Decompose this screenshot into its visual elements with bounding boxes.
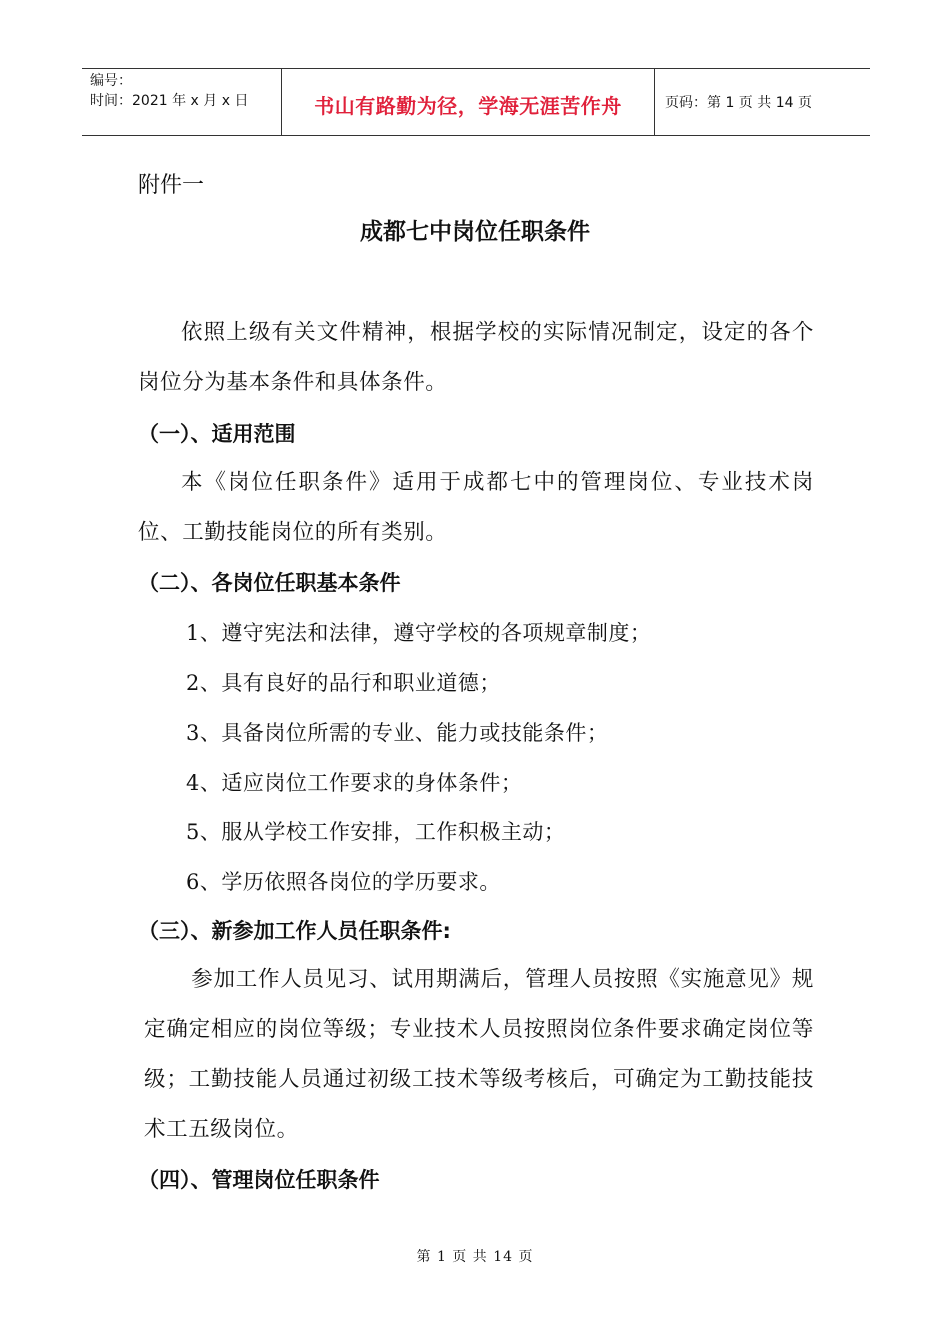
document-title: 成都七中岗位任职条件 [360,219,590,245]
document-header [82,68,870,136]
section-heading-new-staff: （三）、新参加工作人员任职条件: [138,919,451,943]
header-motto-cell [282,69,655,135]
list-item: 4、适应岗位工作要求的身体条件； [186,771,523,795]
header-page-info: 页码：第 1 页 共 14 页 [665,95,812,111]
section-heading-management: （四）、管理岗位任职条件 [138,1168,380,1192]
document-date-label: 时间：2021 年 x 月 x 日 [90,93,249,109]
header-meta [82,69,282,135]
section-heading-scope: （一）、适用范围 [138,422,296,446]
scope-paragraph: 本《岗位任职条件》适用于成都七中的管理岗位、专业技术岗位、工勤技能岗位的所有类别。 [138,470,814,545]
list-item: 1、遵守宪法和法律，遵守学校的各项规章制度； [186,621,652,645]
annex-label: 附件一 [138,173,205,198]
section-heading-basic-conditions: （二）、各岗位任职基本条件 [138,571,401,595]
page-footer: 第 1 页 共 14 页 [416,1249,534,1265]
list-item: 5、服从学校工作安排，工作积极主动； [186,820,566,844]
header-page-info-cell [655,69,870,135]
new-staff-paragraph: 参加工作人员见习、试用期满后，管理人员按照《实施意见》规定确定相应的岗位等级；专业技术人员按照岗位条件要求确定岗位等级；工勤技能人员通过初级工技术等级考核后，可确定为工勤技能技术工五级岗位。 [144,967,814,1142]
list-item: 2、具有良好的品行和职业道德； [186,671,501,695]
intro-paragraph: 依照上级有关文件精神，根据学校的实际情况制定，设定的各个岗位分为基本条件和具体条件。 [138,320,814,395]
list-item: 6、学历依照各岗位的学历要求。 [186,870,501,894]
document-number-label: 编号： [90,73,132,89]
list-item: 3、具备岗位所需的专业、能力或技能条件； [186,721,609,745]
header-motto: 书山有路勤为径，学海无涯苦作舟 [314,93,622,118]
